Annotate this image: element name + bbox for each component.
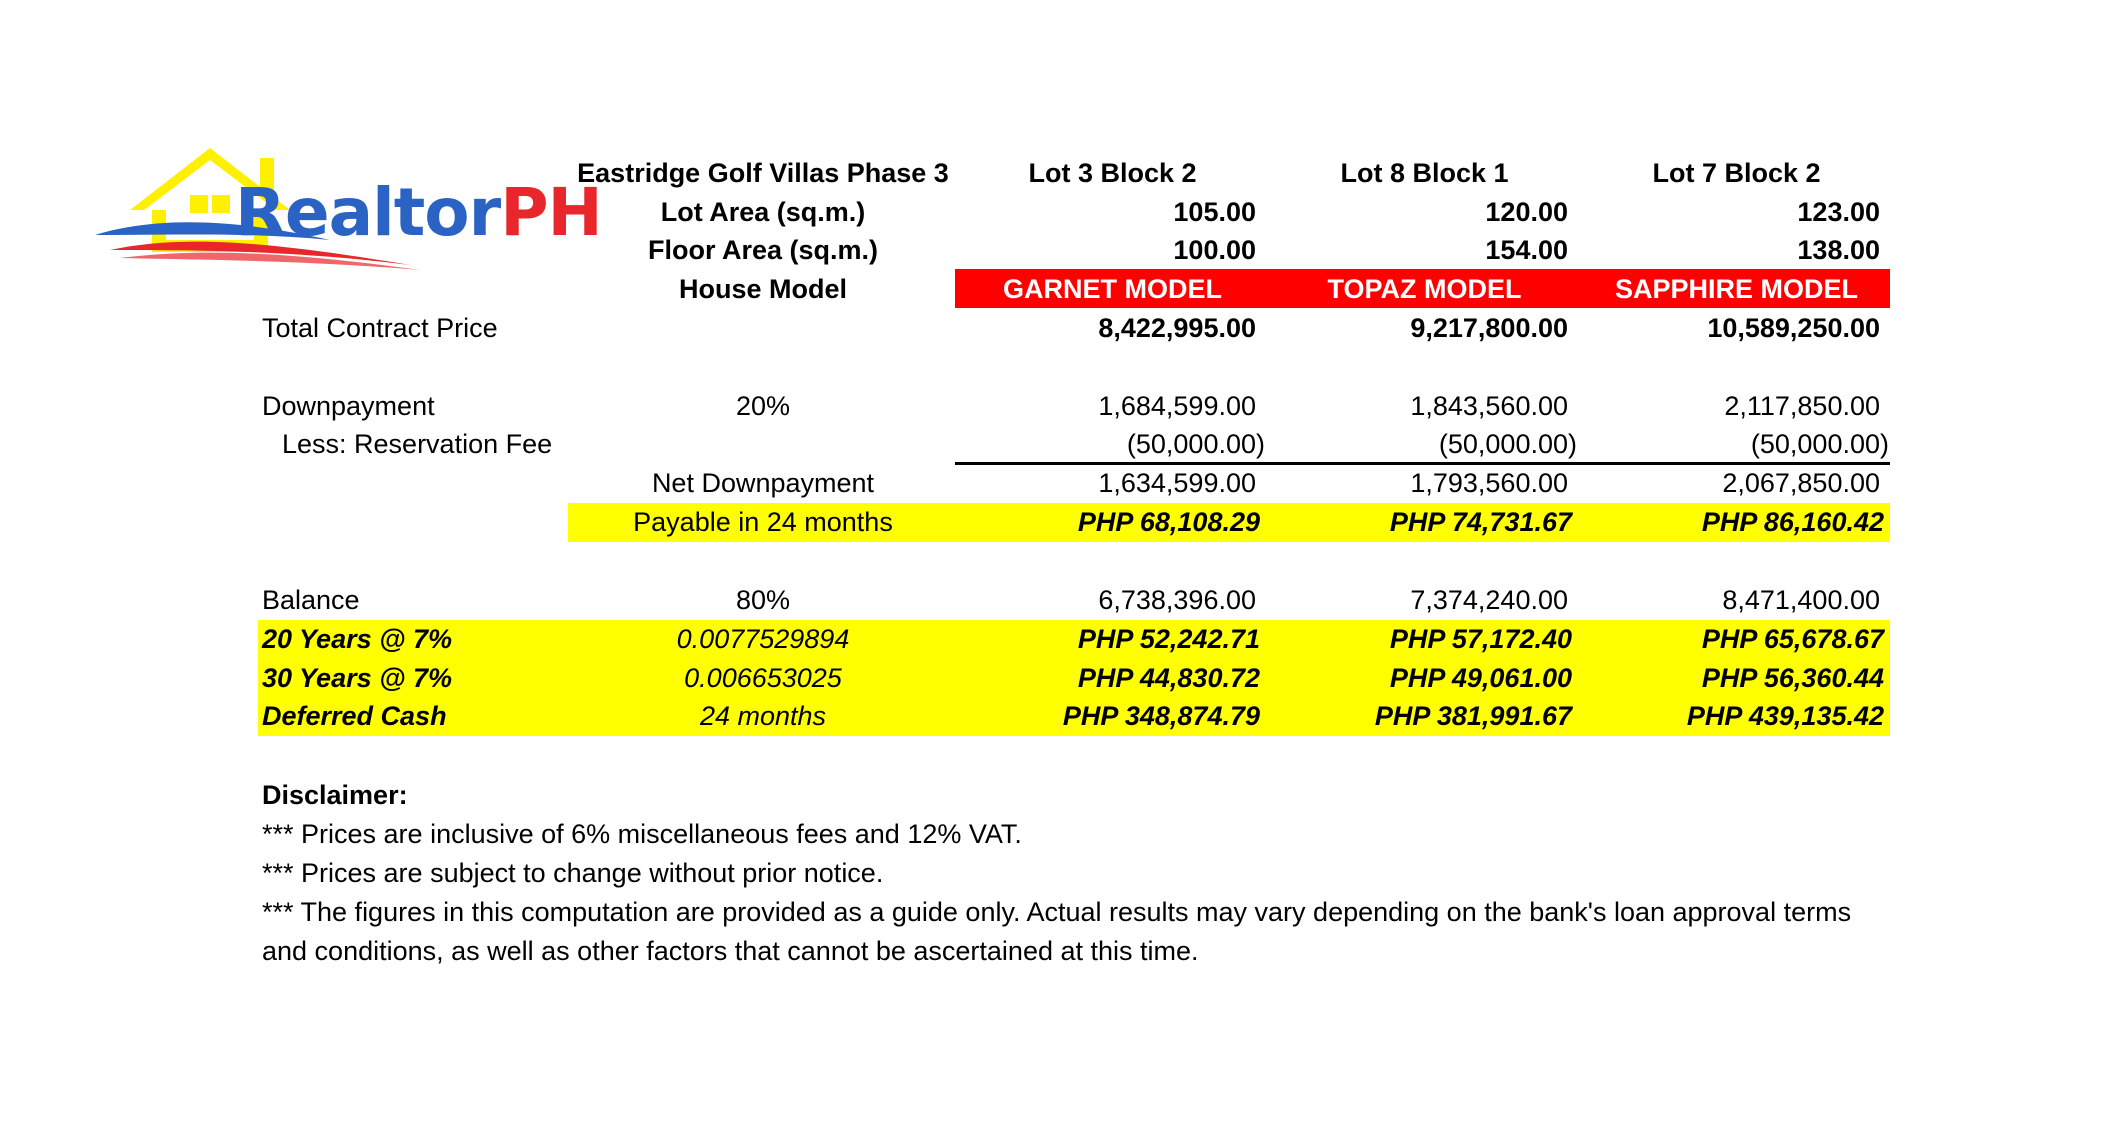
disclaimer-line: and conditions, as well as other factors that cannot be ascertained at this time. xyxy=(262,936,1199,966)
y30-1: PHP 44,830.72 xyxy=(1077,663,1260,693)
y20-3: PHP 65,678.67 xyxy=(1701,624,1884,654)
model-1: GARNET MODEL xyxy=(1003,274,1222,304)
lot-3-name: Lot 7 Block 2 xyxy=(1652,158,1821,188)
reservation-2: (50,000.00) xyxy=(1438,429,1577,459)
downpayment-2: 1,843,560.00 xyxy=(1410,391,1568,421)
downpayment-pct: 20% xyxy=(735,391,791,421)
lot-area-3: 123.00 xyxy=(1797,197,1880,227)
payable-label: Payable in 24 months xyxy=(633,507,893,537)
y20-label: 20 Years @ 7% xyxy=(262,624,452,654)
lot-area-2: 120.00 xyxy=(1485,197,1568,227)
balance-2: 7,374,240.00 xyxy=(1410,585,1568,615)
downpayment-label: Downpayment xyxy=(262,391,435,421)
tcp-3: 10,589,250.00 xyxy=(1707,313,1880,343)
tcp-1: 8,422,995.00 xyxy=(1098,313,1256,343)
y30-3: PHP 56,360.44 xyxy=(1701,663,1884,693)
reservation-label: Less: Reservation Fee xyxy=(282,429,553,459)
disclaimer-title: Disclaimer: xyxy=(262,780,408,810)
deferred-3: PHP 439,135.42 xyxy=(1686,701,1884,731)
y20-2: PHP 57,172.40 xyxy=(1389,624,1572,654)
model-3: SAPPHIRE MODEL xyxy=(1614,274,1859,304)
net-downpayment-label: Net Downpayment xyxy=(651,468,875,498)
net-downpayment-2: 1,793,560.00 xyxy=(1410,468,1568,498)
y30-factor: 0.006653025 xyxy=(684,663,842,693)
deferred-2: PHP 381,991.67 xyxy=(1374,701,1572,731)
project-name: Eastridge Golf Villas Phase 3 xyxy=(577,158,949,188)
payable-3: PHP 86,160.42 xyxy=(1701,507,1884,537)
lot-2-name: Lot 8 Block 1 xyxy=(1340,158,1509,188)
y30-label: 30 Years @ 7% xyxy=(262,663,452,693)
floor-area-2: 154.00 xyxy=(1485,235,1568,265)
balance-pct: 80% xyxy=(735,585,791,615)
disclaimer-line: *** The figures in this computation are provided as a guide only. Actual results may vary depending on the bank's loan approval terms xyxy=(262,897,1852,927)
tcp-2: 9,217,800.00 xyxy=(1410,313,1568,343)
payable-2: PHP 74,731.67 xyxy=(1389,507,1572,537)
deferred-label: Deferred Cash xyxy=(262,701,447,731)
model-2: TOPAZ MODEL xyxy=(1327,274,1522,304)
disclaimer-line: *** Prices are inclusive of 6% miscellaneous fees and 12% VAT. xyxy=(262,819,1022,849)
balance-label: Balance xyxy=(262,585,360,615)
net-downpayment-3: 2,067,850.00 xyxy=(1722,468,1880,498)
logo-wordmark: RealtorPH xyxy=(235,174,602,251)
downpayment-3: 2,117,850.00 xyxy=(1724,391,1880,421)
disclaimer-line: *** Prices are subject to change without prior notice. xyxy=(262,858,884,888)
y30-2: PHP 49,061.00 xyxy=(1389,663,1572,693)
balance-1: 6,738,396.00 xyxy=(1098,585,1256,615)
reservation-3: (50,000.00) xyxy=(1750,429,1889,459)
house-model-label: House Model xyxy=(678,274,847,304)
y20-factor: 0.0077529894 xyxy=(676,624,850,654)
lot-area-label: Lot Area (sq.m.) xyxy=(660,197,866,227)
floor-area-3: 138.00 xyxy=(1797,235,1880,265)
lot-area-1: 105.00 xyxy=(1173,197,1256,227)
payable-1: PHP 68,108.29 xyxy=(1077,507,1260,537)
tcp-label: Total Contract Price xyxy=(262,313,498,343)
deferred-factor: 24 months xyxy=(699,701,827,731)
y20-1: PHP 52,242.71 xyxy=(1077,624,1260,654)
lot-1-name: Lot 3 Block 2 xyxy=(1028,158,1197,188)
balance-3: 8,471,400.00 xyxy=(1722,585,1880,615)
reservation-1: (50,000.00) xyxy=(1126,429,1265,459)
floor-area-1: 100.00 xyxy=(1173,235,1256,265)
floor-area-label: Floor Area (sq.m.) xyxy=(647,235,879,265)
downpayment-1: 1,684,599.00 xyxy=(1098,391,1256,421)
deferred-1: PHP 348,874.79 xyxy=(1062,701,1260,731)
net-downpayment-1: 1,634,599.00 xyxy=(1098,468,1256,498)
